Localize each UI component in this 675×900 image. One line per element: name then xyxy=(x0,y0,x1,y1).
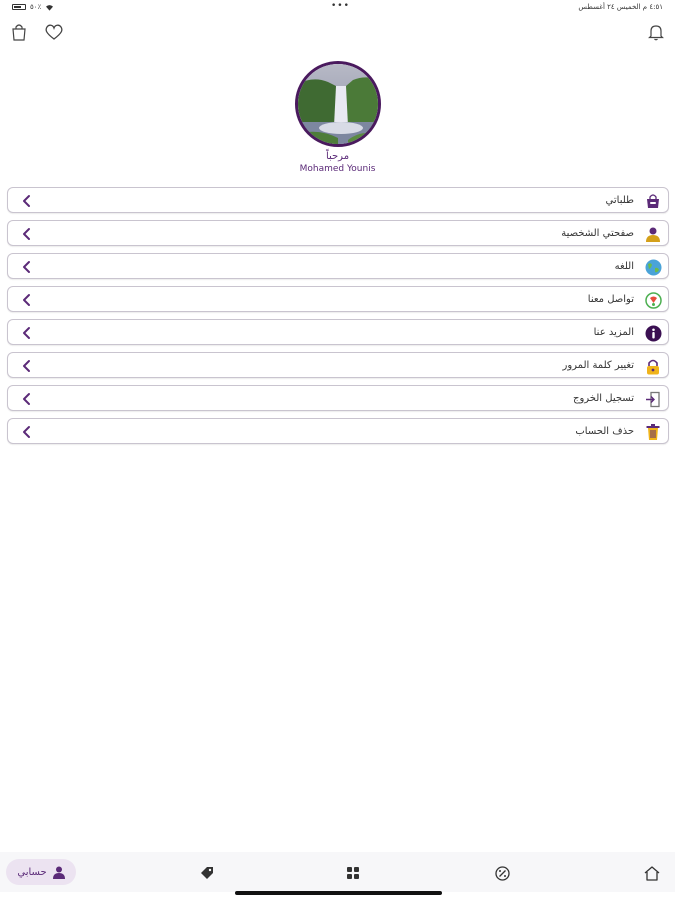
menu-item-about[interactable] xyxy=(7,319,669,345)
chevron-left-icon xyxy=(20,392,34,406)
trash-icon xyxy=(644,423,662,441)
menu-item-contact[interactable] xyxy=(7,286,669,312)
menu-item-label: طلباتي xyxy=(605,195,634,206)
menu-item-logout[interactable] xyxy=(7,385,669,411)
bottom-tab-bar xyxy=(0,852,675,892)
heart-icon xyxy=(45,24,63,40)
grid-icon xyxy=(347,867,359,879)
lock-icon xyxy=(644,357,662,375)
welcome-text: مرحباً xyxy=(325,151,350,162)
notifications-button[interactable] xyxy=(646,22,666,42)
account-tab[interactable] xyxy=(6,859,76,885)
chevron-left-icon xyxy=(20,326,34,340)
home-indicator xyxy=(235,891,442,895)
menu-item-label: المزيد عنا xyxy=(593,327,634,338)
menu-item-change-password[interactable] xyxy=(7,352,669,378)
multitask-dots: ••• xyxy=(331,1,350,11)
battery-icon xyxy=(12,4,26,10)
status-datetime: ٤:٥١ م الخميس ٢٤ أغسطس xyxy=(578,3,663,11)
discounts-tab[interactable] xyxy=(491,862,513,884)
info-icon xyxy=(644,324,662,342)
offers-tab[interactable] xyxy=(196,862,218,884)
account-menu xyxy=(7,187,669,451)
wifi-icon xyxy=(45,4,54,11)
globe-icon xyxy=(644,258,662,276)
status-bar xyxy=(0,0,675,15)
logout-icon xyxy=(644,390,662,408)
account-tab-label: حسابي xyxy=(17,866,47,878)
user-icon xyxy=(53,866,65,879)
avatar-waterfall-image xyxy=(298,64,381,147)
chevron-left-icon xyxy=(20,227,34,241)
menu-item-label: صفحتي الشخصية xyxy=(561,228,634,239)
status-left xyxy=(12,3,54,11)
user-name: Mohamed Younis xyxy=(299,164,376,174)
menu-item-label: حذف الحساب xyxy=(575,426,634,437)
chevron-left-icon xyxy=(20,425,34,439)
user-icon xyxy=(644,225,662,243)
favorites-button[interactable] xyxy=(44,22,64,42)
contact-icon xyxy=(644,291,662,309)
home-icon xyxy=(644,866,660,881)
battery-percent: ٥٠٪ xyxy=(30,3,42,11)
chevron-left-icon xyxy=(20,194,34,208)
menu-item-label: تواصل معنا xyxy=(587,294,634,305)
menu-item-delete-account[interactable] xyxy=(7,418,669,444)
menu-item-label: اللغه xyxy=(614,261,634,272)
menu-item-orders[interactable] xyxy=(7,187,669,213)
home-tab[interactable] xyxy=(641,862,663,884)
bag-icon xyxy=(11,23,27,41)
menu-item-language[interactable] xyxy=(7,253,669,279)
categories-tab[interactable] xyxy=(342,862,364,884)
chevron-left-icon xyxy=(20,260,34,274)
menu-item-label: تسجيل الخروج xyxy=(572,393,634,404)
chevron-left-icon xyxy=(20,293,34,307)
bag-icon xyxy=(644,192,662,210)
tag-icon xyxy=(200,866,214,880)
profile-section xyxy=(0,61,675,174)
menu-item-profile[interactable] xyxy=(7,220,669,246)
avatar[interactable] xyxy=(295,61,381,147)
cart-button[interactable] xyxy=(9,22,29,42)
bell-icon xyxy=(648,23,664,41)
chevron-left-icon xyxy=(20,359,34,373)
menu-item-label: تغيير كلمة المرور xyxy=(562,360,634,371)
percent-icon xyxy=(495,866,510,881)
